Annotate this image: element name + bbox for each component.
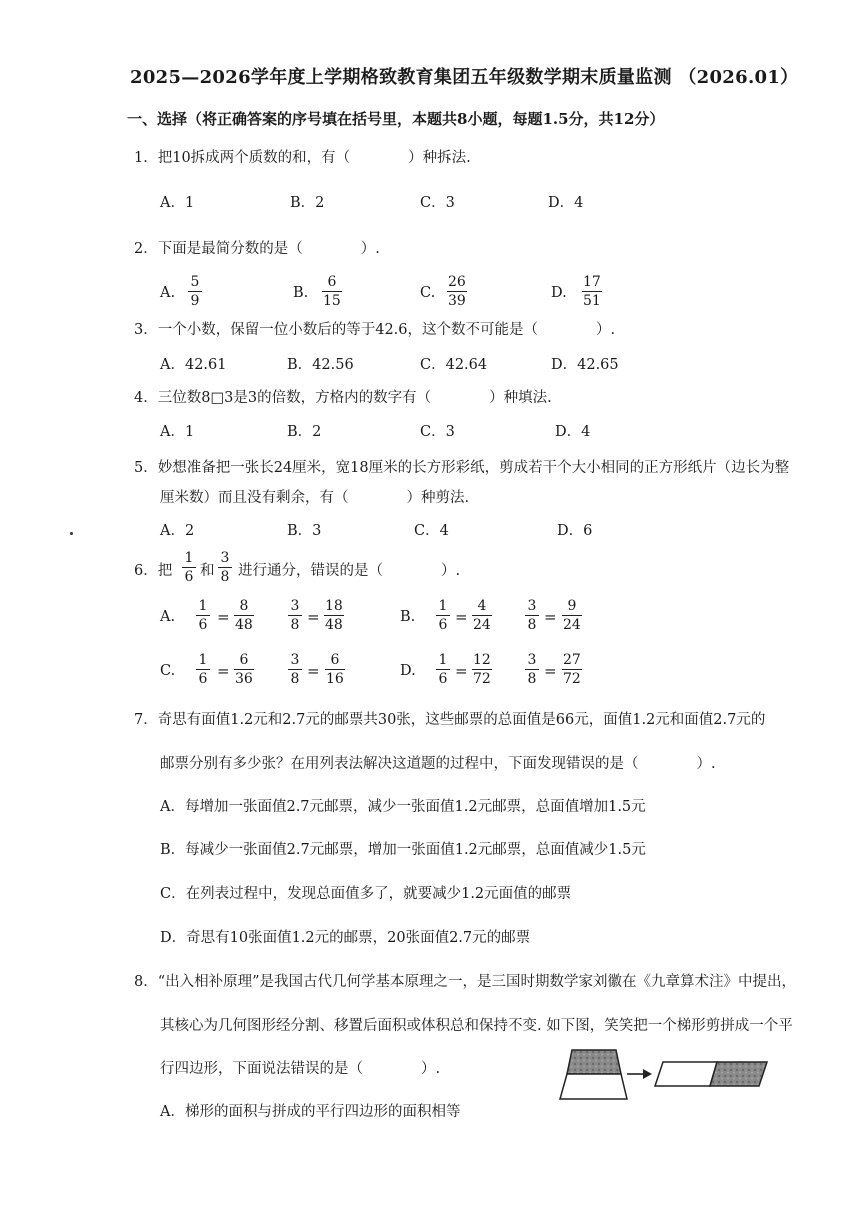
denominator: 72 <box>473 671 491 687</box>
q2-fraction-d <box>582 274 602 309</box>
fraction-bar <box>472 669 492 670</box>
q6a-fraction-3 <box>288 598 302 633</box>
numerator: 4 <box>477 598 487 614</box>
fraction-bar <box>218 567 232 568</box>
q8-option-a: A．梯形的面积与拼成的平行四边形的面积相等 <box>160 1104 461 1120</box>
page-title: 2025—2026学年度上学期格致教育集团五年级数学期末质量监测 （2026.01） <box>130 67 799 88</box>
denominator: 16 <box>326 671 344 687</box>
question-6-stem-suffix: 进行通分，错误的是（ ）. <box>238 563 461 579</box>
q1-option-d: D．4 <box>548 195 584 211</box>
q2-fraction-a <box>188 274 202 309</box>
denominator: 39 <box>448 293 466 309</box>
q2-label-a: A. <box>160 285 176 301</box>
question-7-stem-line2: 邮票分别有多少张？在用列表法解决这道题的过程中，下面发现错误的是（ ）. <box>160 756 716 772</box>
equals-sign: = <box>307 608 320 626</box>
fraction-bar <box>288 615 302 616</box>
q6b-fraction-3 <box>525 598 539 633</box>
question-5-stem-line1: 5．妙想准备把一张长24厘米，宽18厘米的长方形彩纸，剪成若干个大小相同的正方形纸片（边长为整 <box>134 460 790 476</box>
q6d-fraction-4 <box>562 652 582 687</box>
fraction-bar <box>582 291 602 292</box>
equals-sign: = <box>307 662 320 680</box>
equals-sign: = <box>455 662 468 680</box>
numerator: 3 <box>290 598 300 614</box>
fraction-bar <box>436 669 450 670</box>
fraction-bar <box>196 669 210 670</box>
q6c-fraction-1 <box>196 652 210 687</box>
equals-sign: = <box>217 662 230 680</box>
q3-option-c: C．42.64 <box>420 357 488 373</box>
q6c-fraction-2 <box>234 652 254 687</box>
fraction-bar <box>525 669 539 670</box>
fraction-bar <box>562 669 582 670</box>
q4-option-c: C．3 <box>420 424 455 440</box>
question-4-stem: 4．三位数8□3是3的倍数，方格内的数字有（ ）种填法. <box>134 390 552 406</box>
denominator: 72 <box>563 671 581 687</box>
question-5-stem-line2: 厘米数）而且没有剩余，有（ ）种剪法. <box>160 490 470 506</box>
q5-option-c: C．4 <box>414 523 449 539</box>
numerator: 18 <box>325 598 343 614</box>
q3-option-d: D．42.65 <box>551 357 619 373</box>
q6b-fraction-2 <box>472 598 492 633</box>
parallelogram-left-part <box>655 1062 717 1086</box>
denominator: 36 <box>235 671 253 687</box>
denominator: 48 <box>235 617 253 633</box>
question-8-stem-line1: 8．“出入相补原理”是我国古代几何学基本原理之一，是三国时期数学家刘徽在《九章算术注》中提出， <box>134 974 797 990</box>
fraction-bar <box>436 615 450 616</box>
trapezoid-lower-part <box>560 1074 627 1099</box>
equals-sign: = <box>217 608 230 626</box>
fraction-bar <box>196 615 210 616</box>
denominator: 48 <box>325 617 343 633</box>
fraction-bar <box>525 615 539 616</box>
question-6-stem-and: 和 <box>200 563 215 579</box>
q6d-fraction-3 <box>525 652 539 687</box>
question-6-stem-prefix: 6．把 <box>134 563 173 579</box>
fraction-bar <box>324 615 344 616</box>
fraction-bar <box>472 615 492 616</box>
q2-fraction-b <box>322 274 342 309</box>
denominator: 8 <box>220 569 230 585</box>
question-3-stem: 3．一个小数，保留一位小数后的等于42.6，这个数不可能是（ ）. <box>134 322 616 338</box>
equals-sign: = <box>544 662 557 680</box>
question-8-stem-line3: 行四边形，下面说法错误的是（ ）. <box>160 1061 441 1077</box>
numerator: 5 <box>190 274 200 290</box>
q7-option-a: A．每增加一张面值2.7元邮票，减少一张面值1.2元邮票，总面值增加1.5元 <box>160 799 646 815</box>
denominator: 6 <box>438 671 448 687</box>
q1-option-c: C．3 <box>420 195 455 211</box>
q6-label-d: D. <box>400 663 416 679</box>
scan-speck <box>70 532 73 535</box>
q6-stem-fraction-a <box>182 550 196 585</box>
q6a-fraction-4 <box>324 598 344 633</box>
trapezoid-to-parallelogram-figure <box>555 1044 780 1106</box>
denominator: 8 <box>290 671 300 687</box>
q1-option-a: A．1 <box>160 195 195 211</box>
section-heading: 一、选择（将正确答案的序号填在括号里，本题共8小题，每题1.5分，共12分） <box>127 110 665 128</box>
fraction-bar <box>234 669 254 670</box>
question-8-stem-line2: 其核心为几何图形经分割、移置后面积或体积总和保持不变. 如下图，笑笑把一个梯形剪拼成一个平 <box>160 1018 793 1034</box>
numerator: 26 <box>448 274 466 290</box>
numerator: 1 <box>198 598 208 614</box>
denominator: 8 <box>527 671 537 687</box>
question-2-stem: 2．下面是最简分数的是（ ）. <box>134 241 380 257</box>
numerator: 3 <box>527 598 537 614</box>
numerator: 1 <box>438 652 448 668</box>
equals-sign: = <box>455 608 468 626</box>
fraction-bar <box>188 291 202 292</box>
denominator: 6 <box>438 617 448 633</box>
q6a-fraction-2 <box>234 598 254 633</box>
denominator: 24 <box>473 617 491 633</box>
numerator: 1 <box>184 550 194 566</box>
q7-option-b: B．每减少一张面值2.7元邮票，增加一张面值1.2元邮票，总面值减少1.5元 <box>160 842 646 858</box>
fraction-bar <box>234 615 254 616</box>
q6-label-a: A. <box>160 609 176 625</box>
q2-label-b: B. <box>293 285 309 301</box>
parallelogram-right-part <box>710 1062 767 1086</box>
numerator: 27 <box>563 652 581 668</box>
denominator: 8 <box>527 617 537 633</box>
fraction-bar <box>322 291 342 292</box>
trapezoid-upper-part <box>567 1050 621 1074</box>
q6d-fraction-1 <box>436 652 450 687</box>
denominator: 9 <box>190 293 200 309</box>
numerator: 8 <box>239 598 249 614</box>
q3-option-b: B．42.56 <box>287 357 354 373</box>
denominator: 15 <box>323 293 341 309</box>
q7-option-c: C．在列表过程中，发现总面值多了，就要减少1.2元面值的邮票 <box>160 886 572 902</box>
numerator: 6 <box>327 274 337 290</box>
q6d-fraction-2 <box>472 652 492 687</box>
numerator: 3 <box>220 550 230 566</box>
q4-option-d: D．4 <box>555 424 591 440</box>
q3-option-a: A．42.61 <box>160 357 227 373</box>
numerator: 17 <box>583 274 601 290</box>
q4-option-a: A．1 <box>160 424 195 440</box>
q6a-fraction-1 <box>196 598 210 633</box>
q6c-fraction-3 <box>288 652 302 687</box>
q5-option-b: B．3 <box>287 523 322 539</box>
denominator: 6 <box>184 569 194 585</box>
numerator: 3 <box>527 652 537 668</box>
numerator: 1 <box>438 598 448 614</box>
fraction-bar <box>325 669 345 670</box>
fraction-bar <box>562 615 582 616</box>
q6b-fraction-1 <box>436 598 450 633</box>
numerator: 6 <box>239 652 249 668</box>
numerator: 9 <box>567 598 577 614</box>
q4-option-b: B．2 <box>287 424 322 440</box>
q2-label-c: C. <box>420 285 436 301</box>
denominator: 6 <box>198 617 208 633</box>
q6-label-c: C. <box>160 663 176 679</box>
question-7-stem-line1: 7．奇思有面值1.2元和2.7元的邮票共30张，这些邮票的总面值是66元，面值1.2元和面值2.7元的 <box>134 712 766 728</box>
numerator: 1 <box>198 652 208 668</box>
q5-option-d: D．6 <box>557 523 593 539</box>
q5-option-a: A．2 <box>160 523 195 539</box>
fraction-bar <box>288 669 302 670</box>
denominator: 24 <box>563 617 581 633</box>
q6c-fraction-4 <box>325 652 345 687</box>
q6-label-b: B. <box>400 609 416 625</box>
q6-stem-fraction-b <box>218 550 232 585</box>
q2-label-d: D. <box>551 285 567 301</box>
q7-option-d: D．奇思有10张面值1.2元的邮票，20张面值2.7元的邮票 <box>160 930 531 946</box>
fraction-bar <box>182 567 196 568</box>
denominator: 51 <box>583 293 601 309</box>
denominator: 6 <box>198 671 208 687</box>
equals-sign: = <box>544 608 557 626</box>
q1-option-b: B．2 <box>290 195 325 211</box>
question-1-stem: 1．把10拆成两个质数的和，有（ ）种拆法. <box>134 150 471 166</box>
q2-fraction-c <box>447 274 467 309</box>
denominator: 8 <box>290 617 300 633</box>
fraction-bar <box>447 291 467 292</box>
q6b-fraction-4 <box>562 598 582 633</box>
numerator: 3 <box>290 652 300 668</box>
numerator: 6 <box>330 652 340 668</box>
numerator: 12 <box>473 652 491 668</box>
